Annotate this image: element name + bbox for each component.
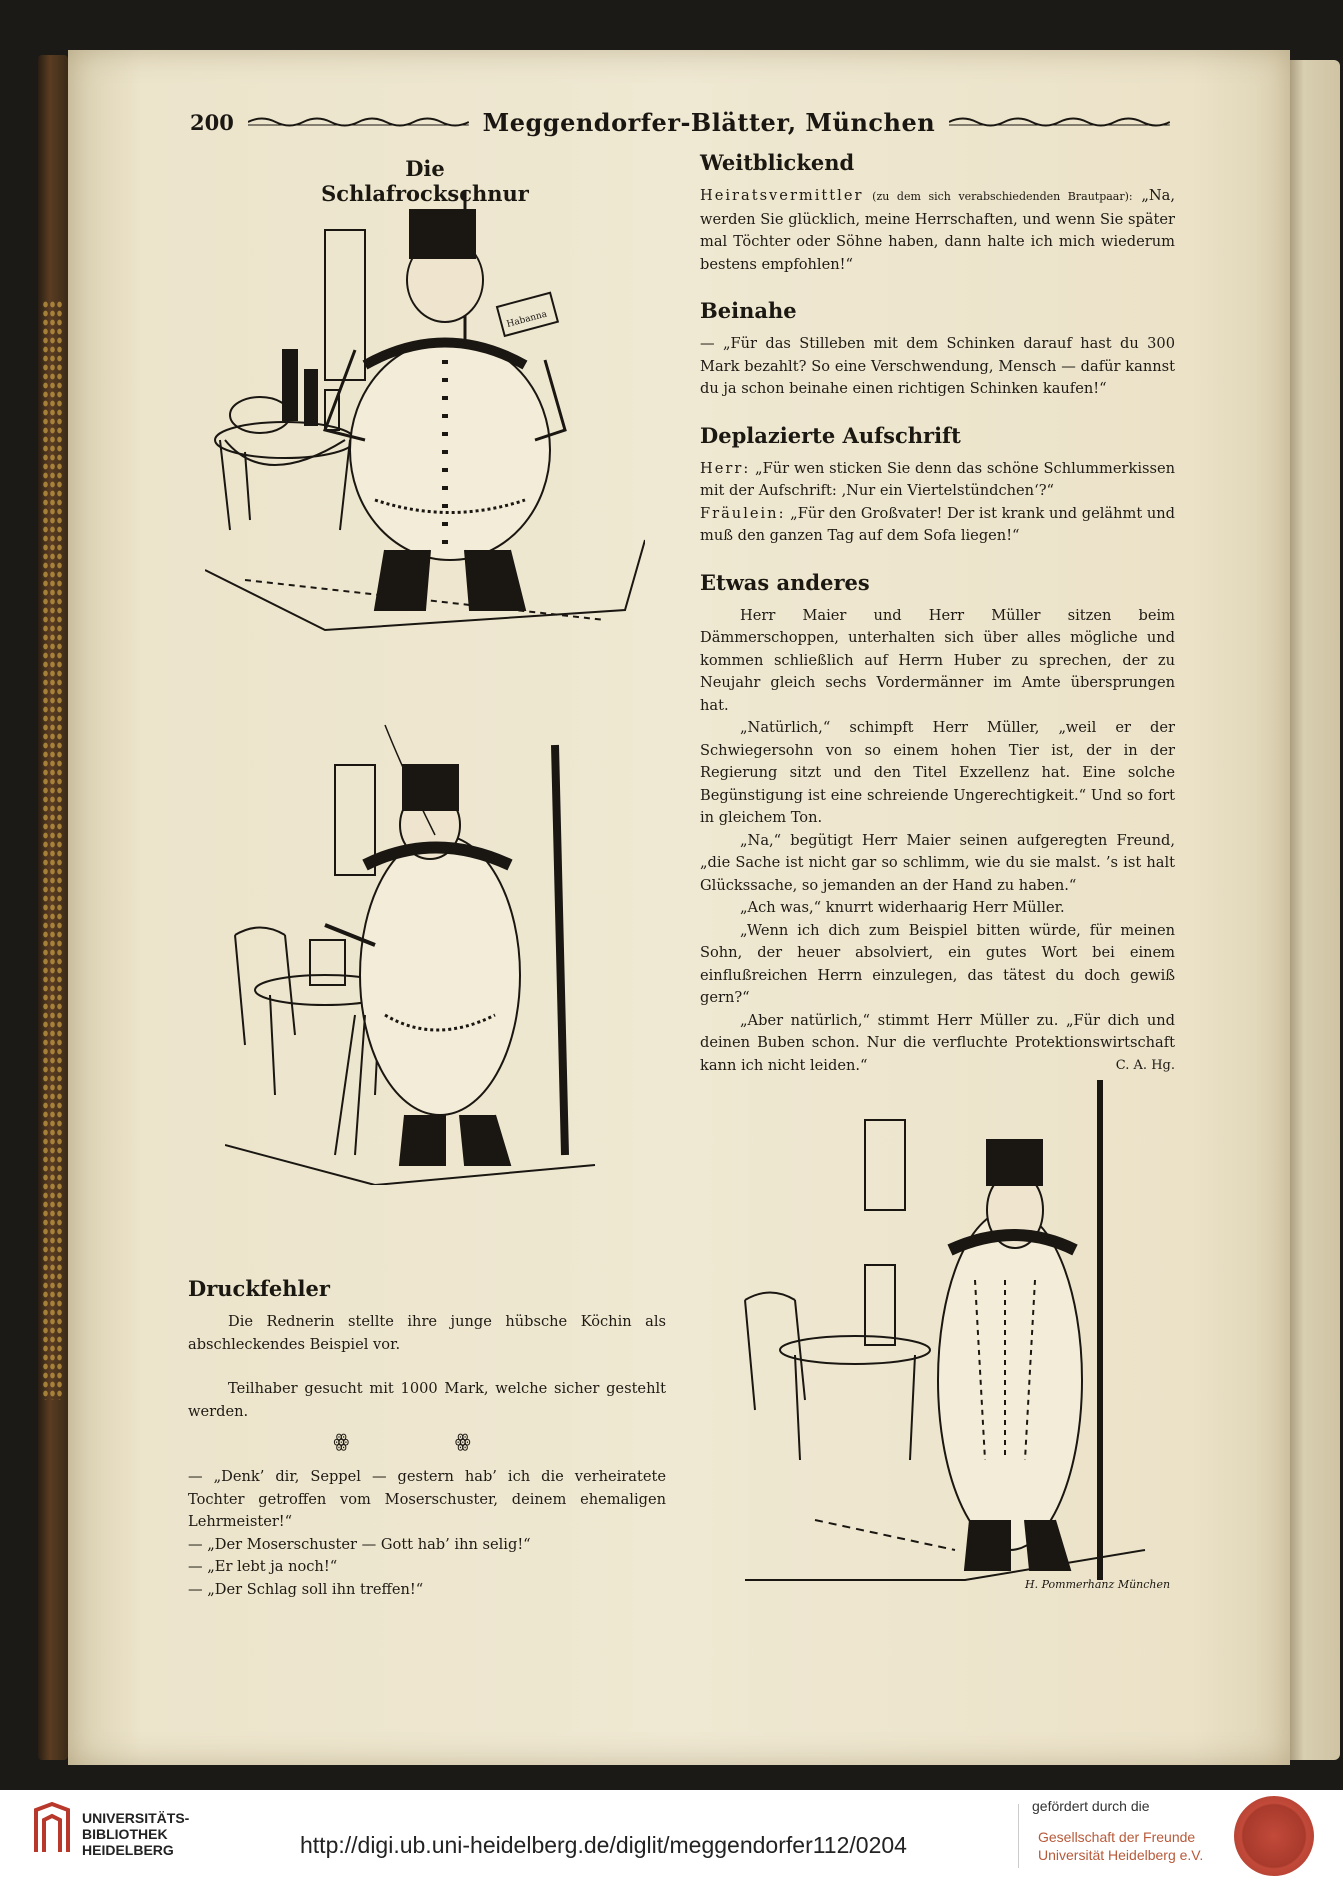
- stage-direction: (zu dem sich verabschiedenden Brautpaar):: [872, 190, 1133, 203]
- article-body: [700, 185, 1175, 276]
- article-body: [700, 458, 1175, 548]
- article-weitblickend: [700, 150, 1175, 276]
- article-beinahe: [700, 298, 1175, 401]
- illustration-old-man: [725, 1080, 1185, 1600]
- permalink-url[interactable]: http://digi.ub.uni-heidelberg.de/diglit/meggendorfer112/0204: [300, 1832, 907, 1858]
- article-title: Beinahe: [700, 298, 797, 323]
- dialogue-line: — „Der Schlag soll ihn treffen!“: [188, 1580, 424, 1598]
- page-number: 200: [190, 109, 234, 135]
- society-name: [1038, 1828, 1203, 1864]
- header-ornament-left: [248, 115, 469, 129]
- article-body: — „Für das Stilleben mit dem Schinken darauf hast du 300 Mark bezahlt? So eine Verschwendung, Mensch — dafür kannst du ja schon beinahe einen richtigen Schinken kaufen!“: [700, 335, 1175, 397]
- paragraph: Die Rednerin stellte ihre junge hübsche Köchin als abschleckendes Beispiel vor.: [188, 1313, 666, 1353]
- library-name-line: BIBLIOTHEK: [82, 1826, 168, 1842]
- quote: „Na, werden Sie glücklich, meine Herrschaften, und wenn Sie später mal Töchter oder Söhne haben, dann halte ich mich wiederum bestens empfohlen!“: [700, 187, 1175, 273]
- society-seal-icon: [1234, 1796, 1314, 1876]
- article-title: Deplazierte Aufschrift: [700, 422, 961, 448]
- dialogue-line: — „Denk’ dir, Seppel — gestern hab’ ich die verheiratete Tochter getroffen vom Moserschuster, deinem ehemaligen Lehrmeister!“: [188, 1468, 666, 1530]
- footer-divider: [1018, 1804, 1019, 1868]
- section-divider-marks: ꙮ ꙮ: [333, 1431, 521, 1452]
- speaker-label: Heiratsvermittler: [700, 187, 864, 204]
- paragraph-text: „Aber natürlich,“ stimmt Herr Müller zu. „Für dich und deinen Buben schon. Nur die verfluchte Protektionswirtschaft kann ich nicht leiden.“: [700, 1011, 1175, 1074]
- article-druckfehler: [188, 1276, 666, 1601]
- journal-title: Meggendorfer-Blätter, München: [482, 107, 936, 137]
- article-deplazierte-aufschrift: [700, 423, 1175, 548]
- article-title: Etwas anderes: [700, 569, 870, 595]
- binding-pattern: [42, 300, 62, 1400]
- article-etwas-anderes: [700, 570, 1175, 1078]
- author-signature: C. A. Hg.: [1115, 1057, 1175, 1073]
- paragraph: „Wenn ich dich zum Beispiel bitten würde, für meinen Sohn, der heuer absolviert, ein gutes Wort bei einem einflußreichen Herrn einzulegen, das tätest du doch gewiß gern?“: [700, 921, 1175, 1006]
- paragraph: [700, 1010, 1175, 1078]
- illustration-fat-man: [205, 190, 645, 650]
- article-title: Druckfehler: [188, 1276, 330, 1301]
- dialogue-line: — „Er lebt ja noch!“: [188, 1558, 338, 1575]
- paragraph: Teilhaber gesucht mit 1000 Mark, welche sicher gestehlt werden.: [188, 1380, 666, 1420]
- footer-bar: [0, 1790, 1343, 1884]
- paragraph: „Ach was,“ knurrt widerhaarig Herr Müller.: [740, 899, 1065, 916]
- library-name: [82, 1810, 189, 1858]
- illustration-caption: Die Schlafrockschnur: [321, 156, 529, 206]
- right-column: [700, 150, 1175, 1077]
- quote: „Für den Großvater! Der ist krank und gelähmt und muß den ganzen Tag auf dem Sofa liegen!“: [700, 504, 1176, 544]
- library-name-line: UNIVERSITÄTS-: [82, 1810, 190, 1826]
- next-page-edge: [1288, 60, 1340, 1760]
- illustration-pipe-man: [225, 715, 655, 1185]
- article-title: Weitblickend: [700, 150, 855, 175]
- paragraph: „Na,“ begütigt Herr Maier seinen aufgeregten Freund, „die Sache ist nicht gar so schlimm, wie du sie malst. ’s ist halt Glückssache, so jemanden an der Hand zu haben.“: [700, 831, 1175, 894]
- promoted-by-label: gefördert durch die: [1032, 1798, 1150, 1814]
- speaker-label: Herr:: [700, 459, 751, 477]
- artist-signature: H. Pommerhanz München: [1025, 1578, 1171, 1591]
- paragraph: „Natürlich,“ schimpft Herr Müller, „weil er der Schwiegersohn von so einem hohen Tier ist, der in der Regierung sitzt und den Titel Exzellenz hat. Eine solche Begünstigung ist eine schreiende Ungerechtigkeit.“ Und so fort in gleichem Ton.: [700, 719, 1175, 826]
- page-header: [190, 104, 1170, 140]
- quote: „Für wen sticken Sie denn das schöne Schlummerkissen mit der Aufschrift: ‚Nur ein Viertelstündchen‘?“: [700, 459, 1175, 499]
- society-name-line: Universität Heidelberg e.V.: [1038, 1847, 1204, 1863]
- society-name-line: Gesellschaft der Freunde: [1038, 1829, 1196, 1845]
- dialogue-line: — „Der Moserschuster — Gott hab’ ihn selig!“: [188, 1535, 531, 1553]
- speaker-label: Fräulein:: [700, 504, 786, 522]
- paragraph: Herr Maier und Herr Müller sitzen beim Dämmerschoppen, unterhalten sich über alles mögliche und kommen schließlich auf Herrn Huber zu sprechen, der zu Neujahr gleich sechs Vordermänner im Amte übersprungen hat.: [700, 606, 1175, 714]
- library-name-line: HEIDELBERG: [82, 1842, 174, 1858]
- university-library-logo-icon: [30, 1800, 74, 1860]
- header-ornament-right: [949, 115, 1170, 129]
- cigar-box-label: Habanna: [505, 309, 549, 330]
